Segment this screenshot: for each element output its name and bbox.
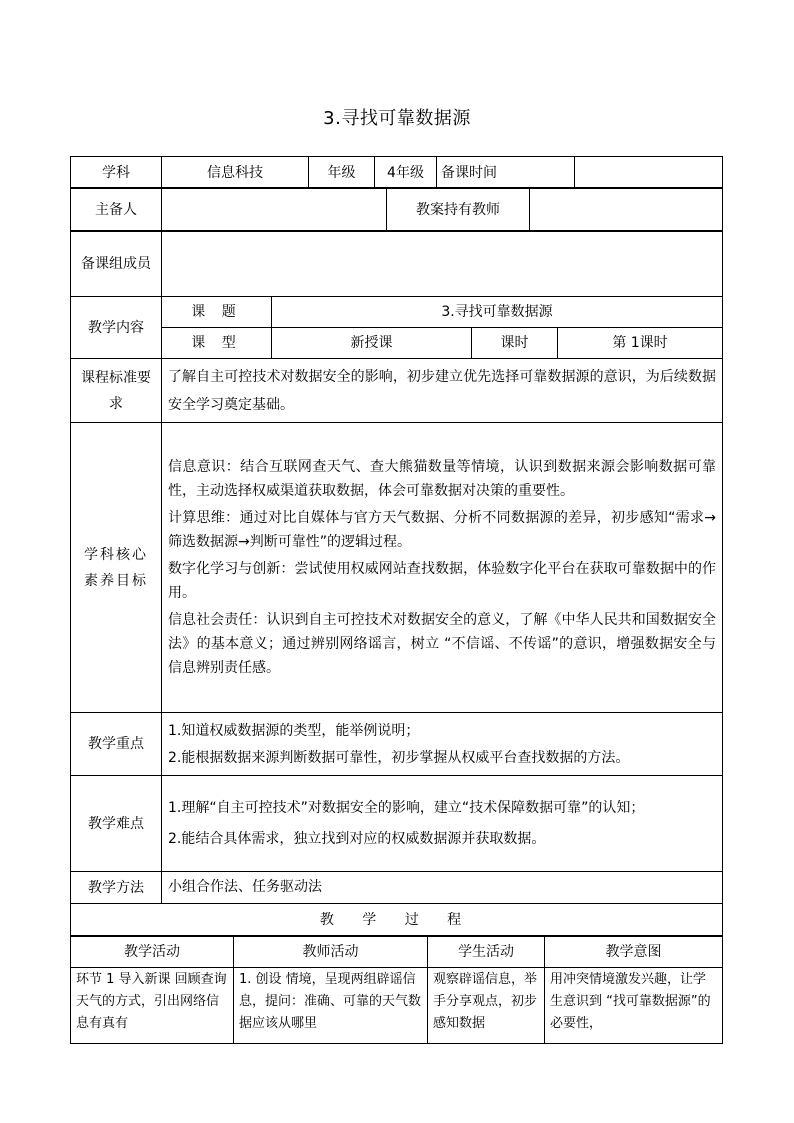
col-teacher: 教师活动 bbox=[234, 937, 428, 968]
content-label: 教学内容 bbox=[71, 297, 162, 359]
col-activity: 教学活动 bbox=[71, 937, 234, 968]
period-value: 第 1课时 bbox=[558, 328, 723, 359]
subject-label: 学科 bbox=[71, 157, 162, 189]
type-label: 课 型 bbox=[162, 328, 272, 359]
teacher-label: 教案持有教师 bbox=[387, 188, 530, 232]
difficulty-item: 1.理解“自主可控技术”对数据安全的影响，建立“技术保障数据可靠”的认知； bbox=[168, 800, 645, 816]
type-value: 新授课 bbox=[272, 328, 472, 359]
plan-table bbox=[70, 230, 723, 936]
standard-text: 了解自主可控技术对数据安全的影响，初步建立优先选择可靠数据源的意识，为后续数据安全学习奠定基础。 bbox=[162, 359, 723, 423]
key-points-label: 教学重点 bbox=[71, 713, 162, 776]
process-activity-cell: 环节 1 导入新课 回顾查询天气的方式，引出网络信息有真有 bbox=[71, 968, 234, 1044]
literacy-item: 计算思维：通过对比自媒体与官方天气数据、分析不同数据源的差异，初步感知“需求→筛选数据源→判断可靠性”的逻辑过程。 bbox=[168, 510, 716, 550]
lead-label: 主备人 bbox=[71, 188, 162, 232]
process-teacher-cell: 1. 创设 情境，呈现两组辟谣信息，提问：准确、可靠的天气数据应该从哪里 bbox=[234, 968, 428, 1044]
col-student: 学生活动 bbox=[428, 937, 545, 968]
topic-value: 3.寻找可靠数据源 bbox=[272, 297, 723, 328]
standard-label: 课程标准要求 bbox=[71, 359, 162, 423]
key-point-item: 2.能根据数据来源判断数据可靠性，初步掌握从权威平台查找数据的方法。 bbox=[168, 749, 630, 766]
process-table bbox=[70, 936, 723, 1044]
process-student-cell: 观察辟谣信息，举手分享观点，初步感知数据 bbox=[428, 968, 545, 1044]
staff-table bbox=[70, 187, 723, 232]
difficulties-label: 教学难点 bbox=[71, 776, 162, 872]
col-intent: 教学意图 bbox=[545, 937, 723, 968]
group-label: 备课组成员 bbox=[71, 231, 162, 297]
page-title: 3.寻找可靠数据源 bbox=[323, 108, 471, 129]
methods-text: 小组合作法、任务驱动法 bbox=[162, 872, 723, 904]
prep-time-label: 备课时间 bbox=[437, 157, 575, 189]
key-points-content bbox=[162, 713, 723, 776]
literacy-item: 信息社会责任：认识到自主可控技术对数据安全的意义，了解《中华人民共和国数据安全法》的基本意义；通过辨别网络谣言，树立 “不信谣、不传谣”的意识，增强数据安全与信息辨别责任感。 bbox=[168, 612, 716, 676]
literacy-item: 信息意识：结合互联网查天气、查大熊猫数量等情境，认识到数据来源会影响数据可靠性，主动选择权威渠道获取数据，体会可靠数据对决策的重要性。 bbox=[168, 459, 716, 499]
literacy-content bbox=[162, 423, 723, 713]
process-heading: 教 学 过 程 bbox=[71, 904, 723, 936]
process-intent-cell: 用冲突情境激发兴趣，让学生意识到 “找可靠数据源”的必要性， bbox=[545, 968, 723, 1044]
difficulties-content bbox=[162, 776, 723, 872]
prep-time-value bbox=[575, 157, 723, 189]
difficulty-item: 2.能结合具体需求，独立找到对应的权威数据源并获取数据。 bbox=[168, 831, 546, 847]
info-table bbox=[70, 156, 723, 189]
literacy-item: 数字化学习与创新：尝试使用权威网站查找数据，体验数字化平台在获取可靠数据中的作用。 bbox=[168, 561, 716, 601]
topic-label: 课 题 bbox=[162, 297, 272, 328]
methods-label: 教学方法 bbox=[71, 872, 162, 904]
grade-value: 4年级 bbox=[375, 157, 437, 189]
key-point-item: 1.知道权威数据源的类型，能举例说明； bbox=[168, 722, 420, 739]
subject-value: 信息科技 bbox=[162, 157, 309, 189]
lead-value bbox=[162, 188, 387, 232]
teacher-value bbox=[530, 188, 723, 232]
literacy-label: 学科核心素养目标 bbox=[71, 423, 162, 713]
period-label: 课时 bbox=[472, 328, 558, 359]
group-value bbox=[162, 231, 723, 297]
grade-label: 年级 bbox=[309, 157, 375, 189]
